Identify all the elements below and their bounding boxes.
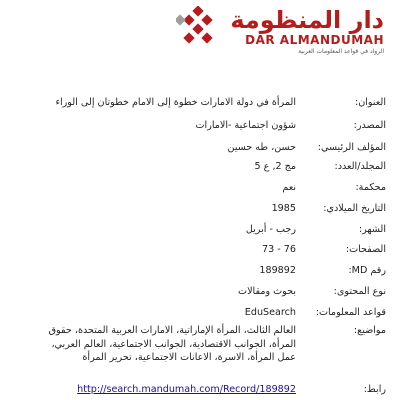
link-label: رابط: [363,384,386,395]
source-label: المصدر: [353,120,386,131]
month-label: الشهر: [358,224,386,235]
title-value: المرأة في دولة الامارات خطوة إلى الامام خطوتان إلى الوراء [55,97,296,108]
md-number-value: 189892 [259,265,296,276]
peer-reviewed-label: محكمة: [355,182,386,193]
content-type-label: نوع المحتوى: [333,286,386,297]
title-label: العنوان: [354,97,386,108]
link-value [77,383,296,397]
volume-value: مج 2, ع 5 [254,161,296,172]
subjects-label: مواضيع: [353,325,386,336]
year-value: 1985 [271,203,296,214]
pages-label: الصفحات: [345,244,386,255]
content-type-value: بحوث ومقالات [238,286,296,297]
month-value: رجب - أبريل [245,224,296,235]
year-label: التاريخ الميلادي: [323,203,386,214]
logo-tagline: الرواد في قواعد المعلومات العربية [298,48,384,55]
author-label: المؤلف الرئيسي: [317,142,386,153]
volume-label: المجلد/العدد: [334,161,386,172]
logo-arabic-text: دار المنظومة [230,6,384,34]
md-number-label: رقم MD: [348,265,386,276]
database-label: قواعد المعلومات: [315,307,386,318]
record-link[interactable]: http://search.mandumah.com/Record/189892 [77,384,296,395]
source-value: شؤون اجتماعية -الامارات [195,120,296,131]
author-value: حسن، طه حسين [227,142,296,153]
database-value: EduSearch [244,307,296,318]
pages-value: 76 - 73 [262,244,296,255]
logo-english-text: DAR ALMANDUMAH [245,33,384,47]
peer-reviewed-value: نعم [282,182,296,193]
subjects-value: العالم الثالث، المرأة الإماراتية، الامارات العربية المتحدة، حقوق المرأة، الجوانب الاقتصادية، الجوانب الاجتماعية، العالم العربي، عمل المرأة، الاسرة، الاعانات الاجتماعية، تحرير المرأة [48,325,296,363]
